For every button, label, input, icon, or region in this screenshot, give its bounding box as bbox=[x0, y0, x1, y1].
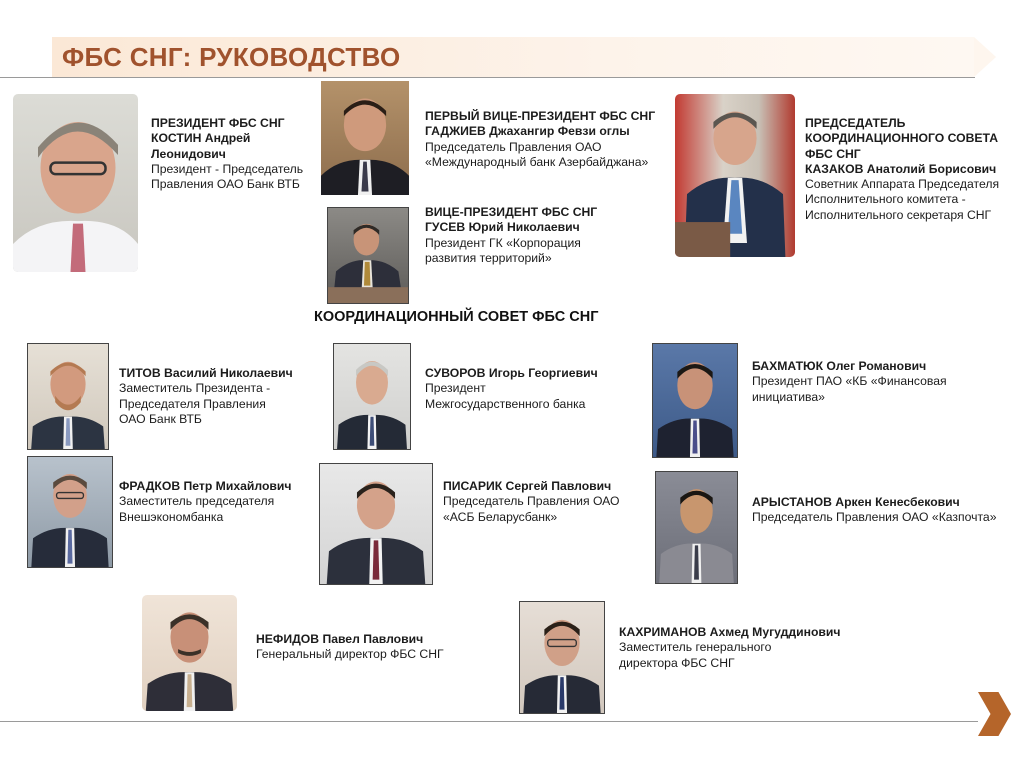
person-name: КАХРИМАНОВ Ахмед Мугуддинович bbox=[619, 625, 841, 639]
next-slide-chevron-icon[interactable] bbox=[978, 692, 1011, 736]
person-position: Председатель Правления ОАО «Казпочта» bbox=[752, 510, 997, 525]
person-fradkov bbox=[119, 479, 291, 525]
page-title: ФБС СНГ: РУКОВОДСТВО bbox=[62, 42, 401, 72]
person-name: АРЫСТАНОВ Аркен Кенесбекович bbox=[752, 495, 960, 509]
person-pisarik bbox=[443, 479, 620, 525]
person-gusev bbox=[425, 205, 597, 266]
person-position: Заместитель Президента - bbox=[119, 381, 271, 396]
photo-kakhrimanov bbox=[519, 601, 605, 714]
photo-kostin bbox=[13, 94, 138, 272]
person-name: Леонидович bbox=[151, 146, 226, 161]
person-position: ОАО Банк ВТБ bbox=[119, 411, 202, 426]
role-label: ПЕРВЫЙ ВИЦЕ-ПРЕЗИДЕНТ ФБС СНГ bbox=[425, 109, 656, 123]
person-position: Президент ГК «Корпорация bbox=[425, 235, 581, 250]
person-nefidov bbox=[256, 632, 444, 663]
person-position: Внешэкономбанка bbox=[119, 509, 224, 524]
role-label: ВИЦЕ-ПРЕЗИДЕНТ ФБС СНГ bbox=[425, 205, 598, 219]
person-position: Президент ПАО «КБ «Финансовая bbox=[752, 374, 947, 389]
person-position: Исполнительного секретаря СНГ bbox=[805, 207, 992, 222]
person-position: «АСБ Беларусбанк» bbox=[443, 509, 558, 524]
person-position: Межгосударственного банка bbox=[425, 396, 586, 411]
person-name: КОСТИН Андрей bbox=[151, 131, 251, 146]
person-position: развития территорий» bbox=[425, 250, 552, 265]
role-label: ПРЕЗИДЕНТ ФБС СНГ bbox=[151, 116, 285, 130]
person-titov bbox=[119, 366, 293, 427]
person-position: Председателя Правления bbox=[119, 396, 266, 411]
person-position: Советник Аппарата Председателя bbox=[805, 177, 1000, 192]
person-position: Генеральный директор ФБС СНГ bbox=[256, 647, 444, 662]
role-label: КООРДИНАЦИОННОГО СОВЕТА bbox=[805, 131, 999, 146]
person-name: БАХМАТЮК Олег Романович bbox=[752, 359, 927, 373]
person-position: Председатель Правления ОАО bbox=[443, 494, 620, 509]
person-position: Заместитель председателя bbox=[119, 494, 275, 509]
person-name: ГАДЖИЕВ Джахангир Февзи оглы bbox=[425, 124, 630, 139]
person-position: инициатива» bbox=[752, 389, 825, 404]
person-suvorov bbox=[425, 366, 598, 412]
photo-pisarik bbox=[319, 463, 433, 585]
person-position: «Международный банк Азербайджана» bbox=[425, 154, 649, 169]
person-name: КАЗАКОВ Анатолий Борисович bbox=[805, 161, 997, 176]
person-name: ТИТОВ Василий Николаевич bbox=[119, 366, 293, 380]
photo-gusev bbox=[327, 207, 409, 304]
person-name: ГУСЕВ Юрий Николаевич bbox=[425, 220, 580, 235]
photo-suvorov bbox=[333, 343, 411, 450]
person-bakhmatyuk bbox=[752, 359, 947, 405]
person-position: Исполнительного комитета - bbox=[805, 192, 966, 207]
person-kostin bbox=[151, 116, 303, 192]
person-position: Правления ОАО Банк ВТБ bbox=[151, 177, 300, 192]
person-arystanov bbox=[752, 495, 996, 526]
photo-arystanov bbox=[655, 471, 738, 584]
person-position: Президент - Председатель bbox=[151, 161, 304, 176]
person-position: Заместитель генерального bbox=[619, 640, 772, 655]
person-gadzhiev bbox=[425, 109, 655, 170]
top-divider bbox=[0, 77, 975, 78]
role-label: ФБС СНГ bbox=[805, 146, 861, 161]
photo-gadzhiev bbox=[321, 81, 409, 195]
council-heading: КООРДИНАЦИОННЫЙ СОВЕТ ФБС СНГ bbox=[314, 309, 599, 325]
photo-kazakov bbox=[675, 94, 795, 257]
bottom-divider bbox=[0, 721, 978, 722]
person-position: Председатель Правления ОАО bbox=[425, 139, 602, 154]
photo-fradkov bbox=[27, 456, 113, 568]
person-name: ФРАДКОВ Петр Михайлович bbox=[119, 479, 292, 493]
person-kakhrimanov bbox=[619, 625, 841, 671]
photo-bakhmatyuk bbox=[652, 343, 738, 458]
person-position: директора ФБС СНГ bbox=[619, 655, 735, 670]
person-position: Президент bbox=[425, 381, 486, 396]
role-label: ПРЕДСЕДАТЕЛЬ bbox=[805, 116, 906, 130]
person-name: СУВОРОВ Игорь Георгиевич bbox=[425, 366, 598, 380]
person-name: ПИСАРИК Сергей Павлович bbox=[443, 479, 612, 493]
title-bar-arrow bbox=[974, 37, 996, 77]
person-name: НЕФИДОВ Павел Павлович bbox=[256, 632, 424, 646]
photo-nefidov bbox=[142, 595, 237, 711]
person-kazakov bbox=[805, 116, 999, 223]
photo-titov bbox=[27, 343, 109, 450]
